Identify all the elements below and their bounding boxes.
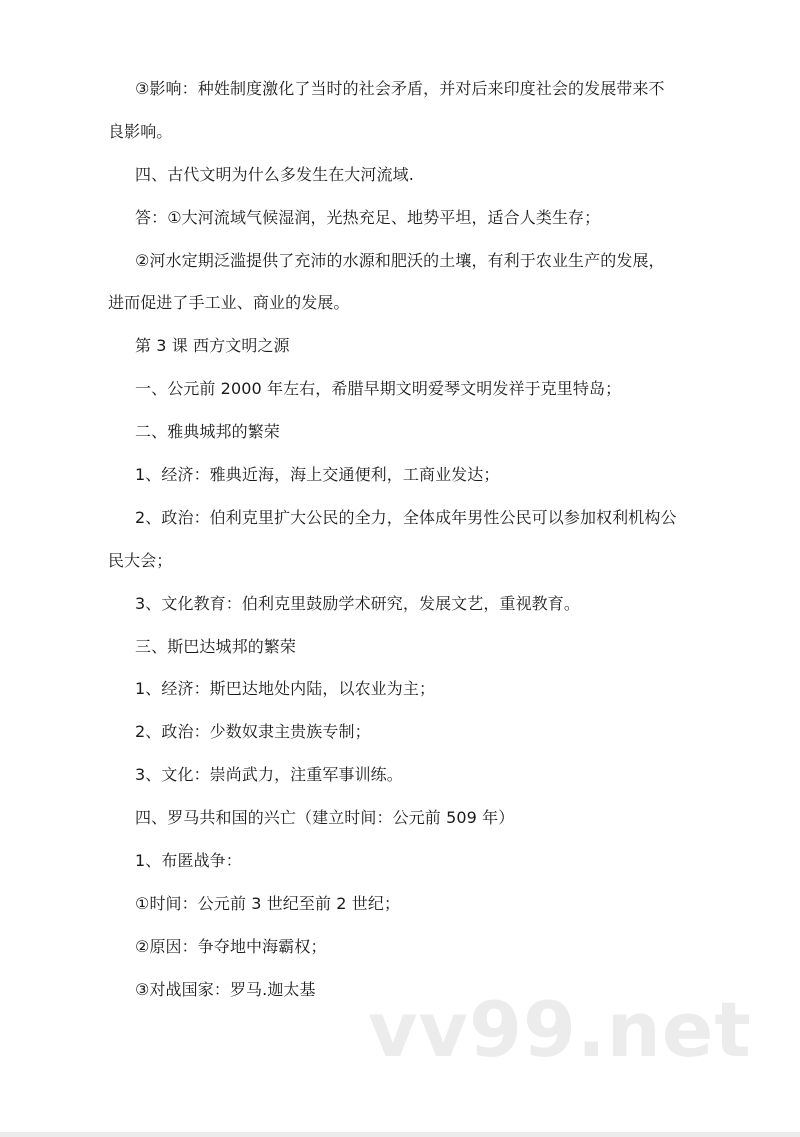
text-line: ①时间：公元前 3 世纪至前 2 世纪； (135, 893, 401, 913)
section-heading: 一、公元前 2000 年左右，希腊早期文明爱琴文明发祥于克里特岛； (135, 379, 622, 399)
text-line: 答：①大河流域气候湿润，光热充足、地势平坦，适合人类生存； (135, 207, 601, 227)
text-line: ③对战国家：罗马.迦太基 (135, 979, 316, 999)
text-line: 2、政治：伯利克里扩大公民的全力，全体成年男性公民可以参加权利机构公 (135, 507, 677, 527)
section-heading: 四、古代文明为什么多发生在大河流域. (135, 164, 414, 184)
text-line: 1、布匿战争： (135, 851, 242, 871)
text-line: 民大会； (108, 550, 173, 570)
text-line: 进而促进了手工业、商业的发展。 (108, 293, 350, 313)
text-line: 1、经济：斯巴达地处内陆，以农业为主； (135, 679, 436, 699)
text-line: 3、文化教育：伯利克里鼓励学术研究，发展文艺，重视教育。 (135, 593, 580, 613)
text-line: ②原因：争夺地中海霸权； (135, 936, 327, 956)
page-bottom-edge (0, 1132, 800, 1137)
text-line: 良影响。 (108, 121, 173, 141)
text-line: 1、经济：雅典近海，海上交通便利，工商业发达； (135, 465, 500, 485)
section-heading: 二、雅典城邦的繁荣 (135, 422, 280, 442)
section-heading: 三、斯巴达城邦的繁荣 (135, 636, 297, 656)
text-line: ②河水定期泛滥提供了充沛的水源和肥沃的土壤，有利于农业生产的发展， (135, 250, 665, 270)
watermark: vv99.net (368, 985, 752, 1074)
lesson-title: 第 3 课 西方文明之源 (135, 336, 290, 356)
document-body (108, 68, 688, 1012)
text-line: 2、政治：少数奴隶主贵族专制； (135, 722, 371, 742)
text-line: 3、文化：崇尚武力，注重军事训练。 (135, 765, 403, 785)
section-heading: 四、罗马共和国的兴亡（建立时间：公元前 509 年） (135, 808, 515, 828)
text-line: ③影响：种姓制度激化了当时的社会矛盾，并对后来印度社会的发展带来不 (135, 79, 665, 98)
